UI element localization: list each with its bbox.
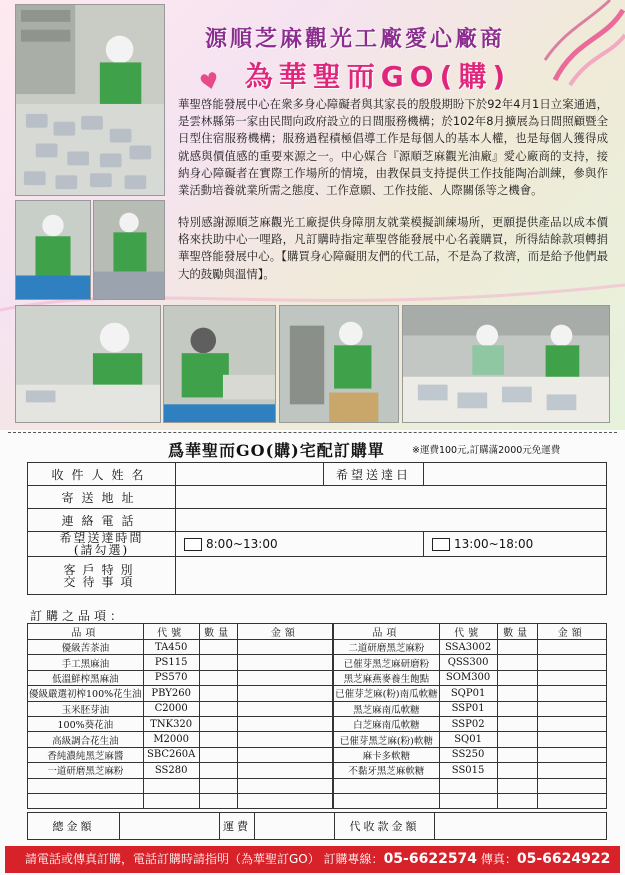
item-amount-field[interactable] [237,686,333,701]
item-amount-field[interactable] [237,670,333,685]
item-code: M2000 [143,732,199,747]
item-code: SQ01 [439,732,497,747]
item-code: QSS300 [439,655,497,670]
shipping-fee-label: 運費 [220,813,255,840]
item-name: 手工黑麻油 [28,655,144,670]
item-amount-field[interactable] [237,747,333,762]
item-code: SBC260A [143,747,199,762]
phone-label: 連絡電話 [28,509,176,532]
item-qty-field[interactable] [199,701,237,716]
item-name: 玉米胚芽油 [28,701,144,716]
item-name [28,778,144,793]
table-row [28,655,607,670]
time-option-afternoon[interactable] [424,532,607,557]
item-name: 100%葵花油 [28,716,144,731]
delivery-date-field[interactable] [424,463,607,486]
item-code: PBY260 [143,686,199,701]
photo-worker-machine [279,305,399,423]
item-name: 黑芝麻燕麥養生飽點 [333,670,439,685]
item-code: PS570 [143,670,199,685]
item-amount-field[interactable] [237,701,333,716]
delivery-time-label-main: 希望送達時間 [59,531,144,545]
shipping-fee-field[interactable] [255,813,335,840]
item-qty-field[interactable] [199,778,237,793]
item-code: TNK320 [143,716,199,731]
total-amount-label: 總金額 [28,813,120,840]
item-amount-field[interactable] [237,640,333,655]
item-code: SSP01 [439,701,497,716]
item-qty-field[interactable] [497,686,537,701]
item-qty-field[interactable] [497,763,537,778]
item-name [28,793,144,808]
photo-worker-table-2 [163,305,276,423]
item-code [439,793,497,808]
table-row [28,716,607,731]
item-code: SQP01 [439,686,497,701]
item-qty-field[interactable] [199,655,237,670]
item-qty-field[interactable] [199,686,237,701]
fax-label: 傳真： [477,852,517,866]
item-amount-field[interactable] [537,701,606,716]
phone-field[interactable] [176,509,607,532]
photo-worker-seated-1 [15,200,91,300]
item-name [333,793,439,808]
shipping-note: ※運費100元,訂購滿2000元免運費 [412,445,561,456]
afternoon-checkbox[interactable] [432,538,450,551]
photo-worker-seated-2 [93,200,165,300]
col-header-name-left: 品項 [28,624,144,640]
cut-line-divider [8,432,617,433]
recipient-name-label: 收件人姓名 [28,463,176,486]
remarks-label [28,557,176,595]
item-name: 已催芽芝麻(粉)南瓜軟糖 [333,686,439,701]
table-row [28,640,607,655]
item-code: SSP02 [439,716,497,731]
item-amount-field[interactable] [537,655,606,670]
item-name: 白芝麻南瓜軟糖 [333,716,439,731]
item-amount-field[interactable] [237,716,333,731]
table-row [28,701,607,716]
item-qty-field[interactable] [199,716,237,731]
item-name: 黑芝麻南瓜軟糖 [333,701,439,716]
item-amount-field[interactable] [537,763,606,778]
item-qty-field[interactable] [199,793,237,808]
swirl-decoration-icon [535,0,625,90]
item-name: 一道研磨黑芝麻粉 [28,763,144,778]
item-name [333,778,439,793]
delivery-time-label-sub: (請勾選) [73,543,130,557]
heart-icon: ♥ [197,67,223,98]
order-items-table [27,623,607,809]
item-code: SS015 [439,763,497,778]
item-qty-field[interactable] [199,732,237,747]
item-code [143,793,199,808]
item-qty-field[interactable] [497,640,537,655]
item-qty-field[interactable] [497,701,537,716]
order-phone-number: 05-6622574 [383,851,478,867]
total-amount-field[interactable] [120,813,220,840]
item-qty-field[interactable] [497,793,537,808]
table-row [28,747,607,762]
item-code [143,778,199,793]
col-header-qty-right: 數量 [497,624,537,640]
item-name: 已催芽黑芝麻(粉)軟糖 [333,732,439,747]
item-amount-field[interactable] [237,778,333,793]
item-name: 優級嚴選初榨100%花生油 [28,686,144,701]
remarks-field[interactable] [176,557,607,595]
title-line-1: 源順芝麻觀光工廠愛心廠商 [204,27,505,52]
item-name: 優級苦茶油 [28,640,144,655]
col-header-name-right: 品項 [333,624,439,640]
photo-worker-table-1 [15,305,161,423]
time-option-morning[interactable] [176,532,424,557]
cod-amount-label: 代收款金額 [335,813,435,840]
item-qty-field[interactable] [497,778,537,793]
item-qty-field[interactable] [497,670,537,685]
item-amount-field[interactable] [237,763,333,778]
table-row [28,778,607,793]
delivery-date-label: 希望送達日 [324,463,424,486]
intro-paragraph-2: 特別感謝源順芝麻觀光工廠提供身障朋友就業模擬訓練場所，更願提供產品以成本價格來扶助中心一哩路，凡訂購時指定華聖啓能發展中心名義購買，所得結餘款項轉捐華聖啓能發展中心。【購買身心障礙朋友們的代工品，不是為了救濟，而是給予他們最大的鼓勵與溫情】。 [178,215,608,281]
order-hotline-footer [5,846,620,873]
item-amount-field[interactable] [237,732,333,747]
item-code: SSA3002 [439,640,497,655]
item-code: SOM300 [439,670,497,685]
col-header-amount-left: 金額 [237,624,333,640]
item-name: 麻卡多軟糖 [333,747,439,762]
title-line-2: 為華聖而GO(購) [244,60,512,93]
item-code: C2000 [143,701,199,716]
items-heading: 訂購之品項： [30,609,127,623]
morning-checkbox[interactable] [184,538,202,551]
order-items-body [28,640,607,809]
fax-number: 05-6624922 [516,851,611,867]
item-qty-field[interactable] [497,747,537,762]
customer-info-table [27,462,607,595]
item-amount-field[interactable] [537,778,606,793]
item-qty-field[interactable] [497,655,537,670]
item-name: 香純濃純黑芝麻醬 [28,747,144,762]
recipient-name-field[interactable] [176,463,324,486]
item-code: PS115 [143,655,199,670]
table-row [28,763,607,778]
table-row [28,686,607,701]
item-amount-field[interactable] [537,670,606,685]
item-amount-field[interactable] [537,640,606,655]
table-row [28,732,607,747]
totals-table [27,812,607,840]
item-qty-field[interactable] [199,670,237,685]
item-name: 二道研磨黑芝麻粉 [333,640,439,655]
table-row [28,670,607,685]
item-name: 低溫鮮榨黑麻油 [28,670,144,685]
address-label: 寄送地址 [28,486,176,509]
item-amount-field[interactable] [537,747,606,762]
item-name: 不黏牙黑芝麻軟糖 [333,763,439,778]
cod-amount-field[interactable] [435,813,607,840]
col-header-amount-right: 金額 [537,624,606,640]
time-option-afternoon-text: 13:00~18:00 [454,537,534,551]
photo-packaging-worker [15,4,165,196]
item-amount-field[interactable] [237,793,333,808]
col-header-code-right: 代號 [439,624,497,640]
item-amount-field[interactable] [537,686,606,701]
remarks-label-line2: 交待事項 [63,574,140,589]
item-qty-field[interactable] [199,640,237,655]
address-field[interactable] [176,486,607,509]
item-amount-field[interactable] [537,716,606,731]
item-name: 高級調合花生油 [28,732,144,747]
item-qty-field[interactable] [497,716,537,731]
col-header-code-left: 代號 [143,624,199,640]
remarks-label-line1: 客戶特別 [63,562,140,577]
item-amount-field[interactable] [237,655,333,670]
item-code [439,778,497,793]
photo-workers-group [402,305,610,423]
item-code: SS280 [143,763,199,778]
delivery-time-label [28,532,176,557]
item-code: TA450 [143,640,199,655]
intro-paragraph-1: 華聖啓能發展中心在衆多身心障礙者與其家長的殷殷期盼下於92年4月1日立案通過，是雲林縣第一家由民間向政府設立的日間服務機構；於102年8月擴展為日間照顧暨全日型住宿服務機構；服務過程積極倡導工作是每個人的基本人權，也是每個人獲得成就感與價值感的重要來源之一。中心媒合『源順芝麻觀光油廠』愛心廠商的支持，接納身心障礙者在實際工作場所的情境，由教保員支持提供工作技能陶冶訓練，參與作業活動培養就業所需之態度、工作意願、工作技能、人際關係等之機會。 [178,97,608,198]
table-row [28,793,607,808]
time-option-morning-text: 8:00~13:00 [206,537,278,551]
intro-section [0,0,625,430]
footer-instruction: 請電話或傳真訂購，電話訂購時請指明（為華聖訂GO） 訂購專線： [25,852,384,866]
item-name: 已催芽黑芝麻研磨粉 [333,655,439,670]
order-form-title: 爲華聖而GO(購)宅配訂購單 [168,441,385,460]
col-header-qty-left: 數量 [199,624,237,640]
item-code: SS250 [439,747,497,762]
item-amount-field[interactable] [537,793,606,808]
item-qty-field[interactable] [497,732,537,747]
item-qty-field[interactable] [199,747,237,762]
item-qty-field[interactable] [199,763,237,778]
item-amount-field[interactable] [537,732,606,747]
